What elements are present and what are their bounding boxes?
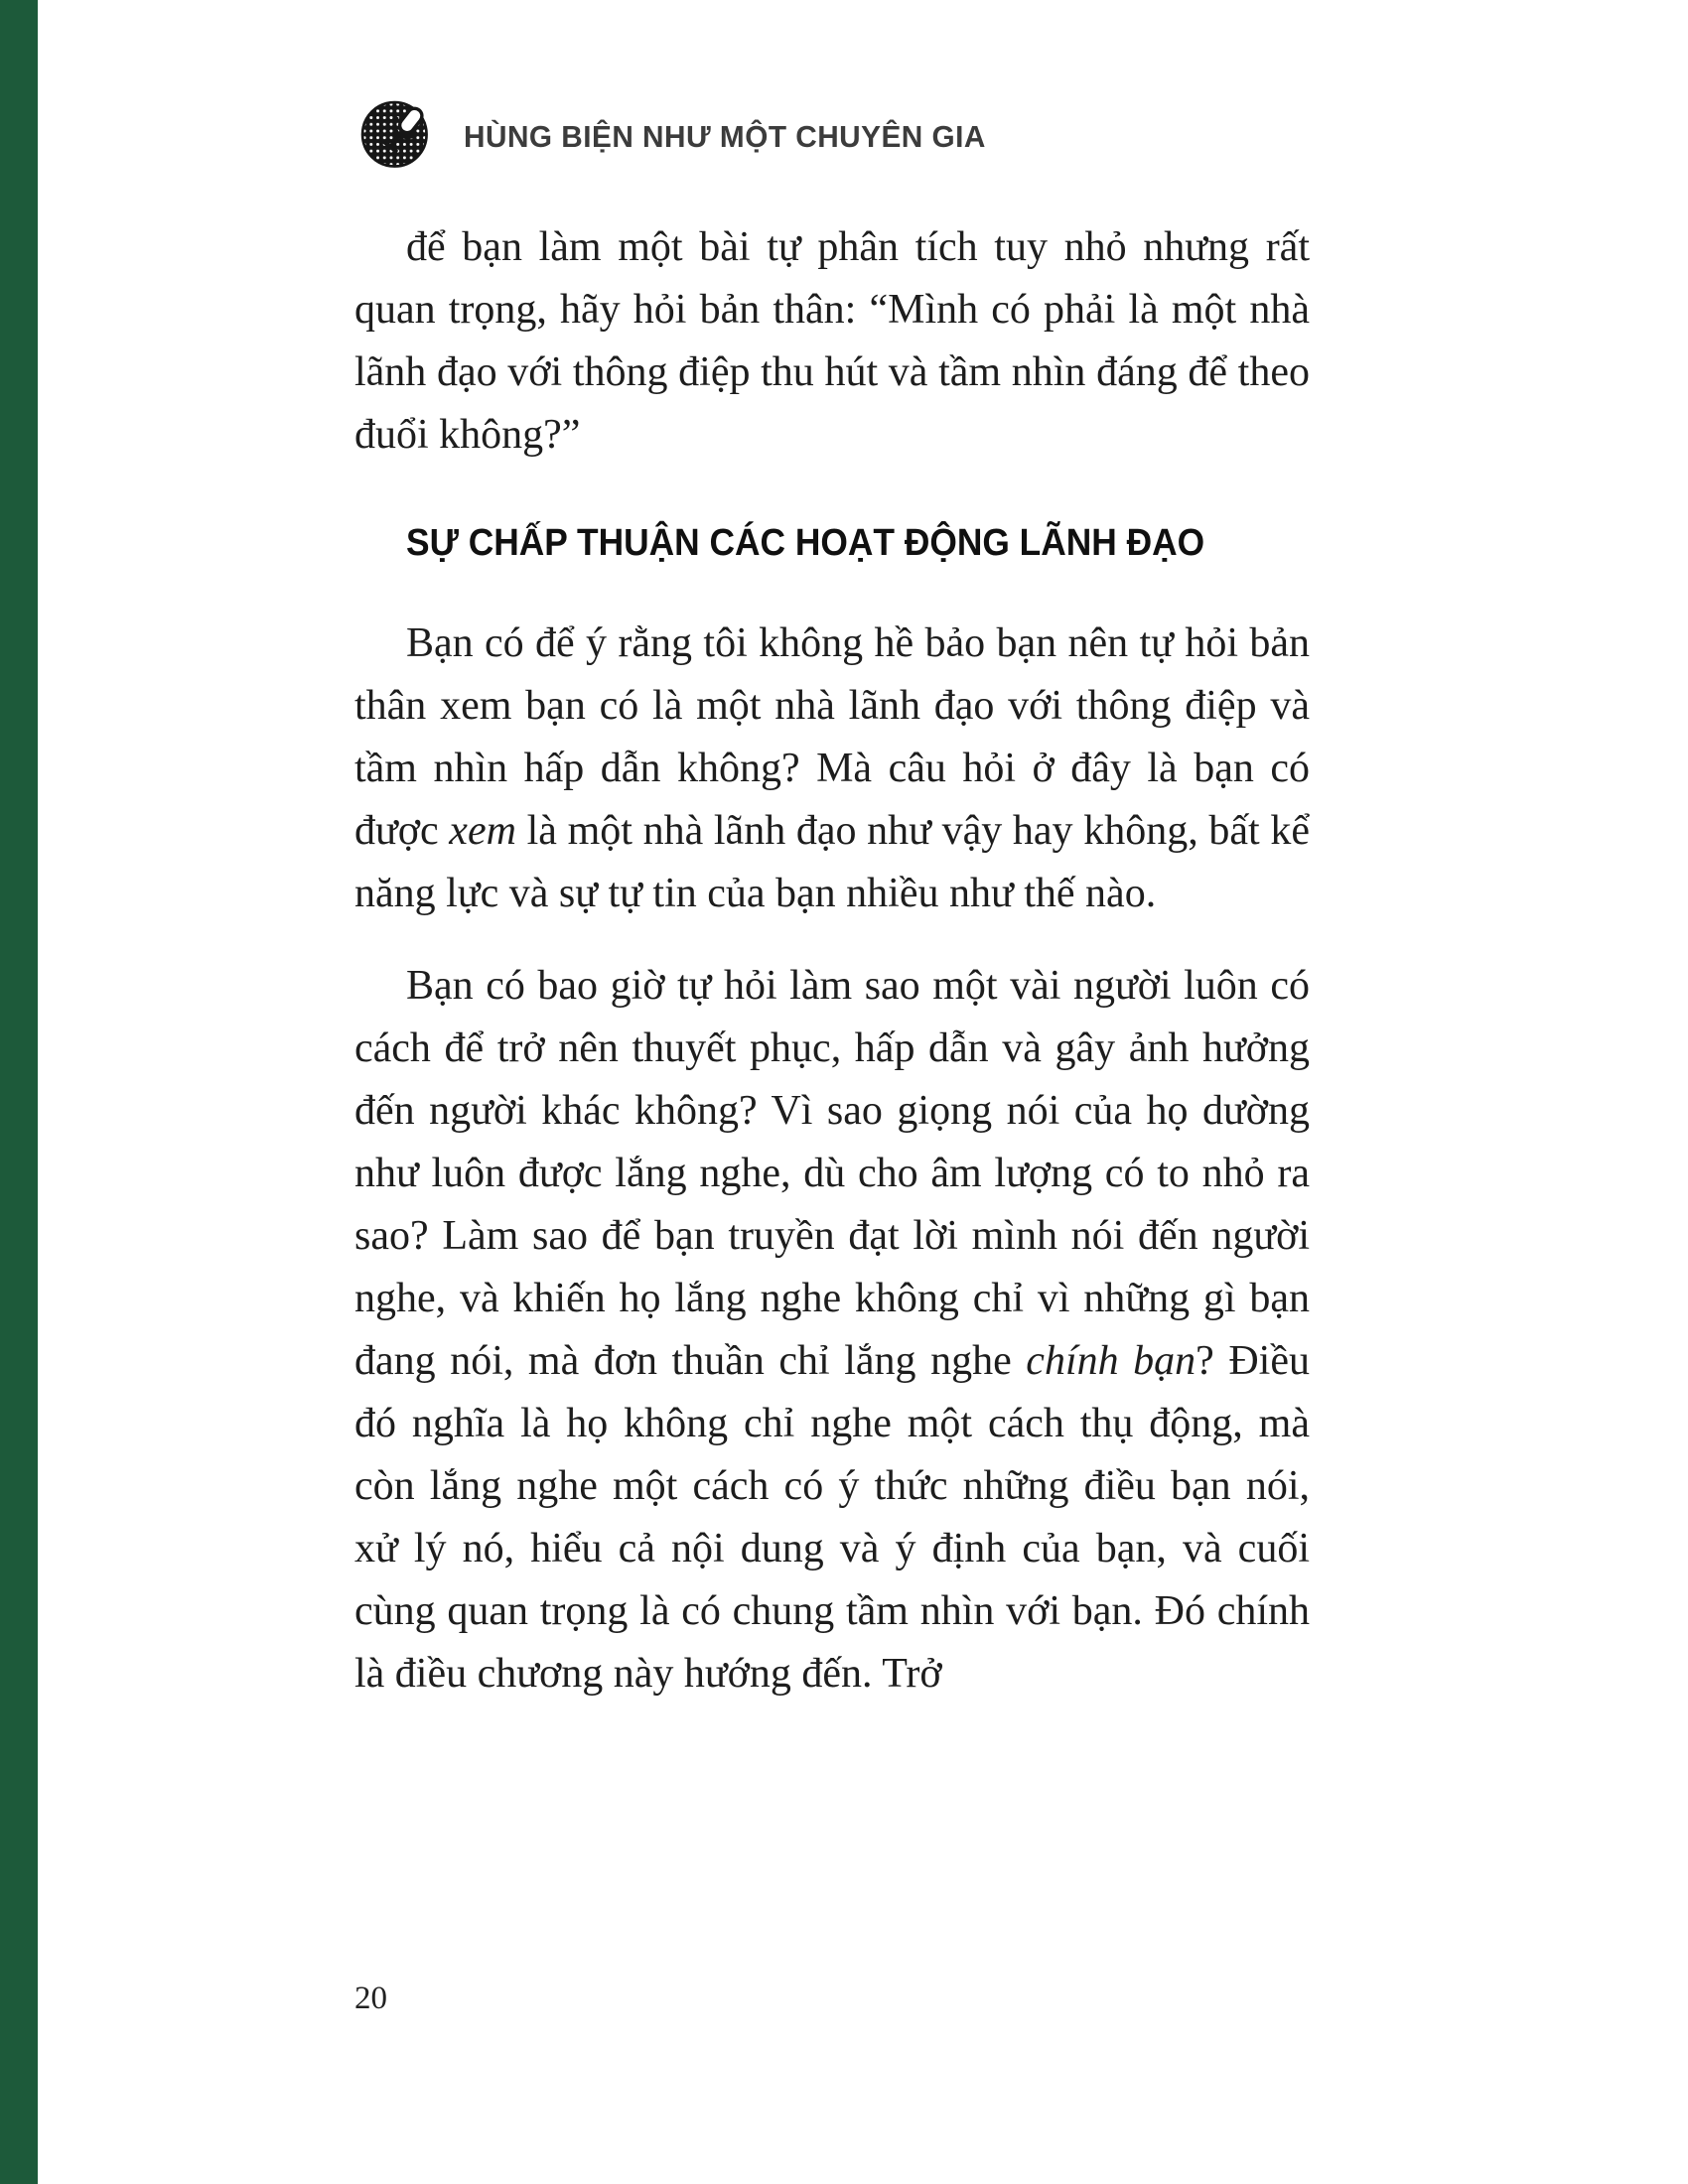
text-run: Bạn có để ý rằng tôi không hề bảo bạn nên tự hỏi bản thân xem bạn có là một nhà lãnh đạo với thông điệp và tầm nhìn hấp dẫn không? Mà câu hỏi ở đây là bạn có được [354, 620, 1310, 854]
text-run: để bạn làm một bài tự phân tích tuy nhỏ nhưng rất quan trọng, hãy hỏi bản thân: “Mình có phải là một nhà lãnh đạo với thông điệp thu hút và tầm nhìn đáng để theo đuổi không?” [354, 224, 1310, 458]
page-header [354, 94, 1008, 180]
italic-text: chính bạn [1026, 1338, 1196, 1384]
section-paragraphs [354, 613, 1310, 1706]
page-content [354, 216, 1310, 1735]
paragraph [354, 955, 1310, 1706]
paragraph [354, 216, 1310, 467]
section-heading: SỰ CHẤP THUẬN CÁC HOẠT ĐỘNG LÃNH ĐẠO [406, 522, 1205, 564]
text-run: Bạn có bao giờ tự hỏi làm sao một vài người luôn có cách để trở nên thuyết phục, hấp dẫn và gây ảnh hưởng đến người khác không? Vì sao giọng nói của họ dường như luôn được lắng nghe, dù cho âm lượng có to nhỏ ra sao? Làm sao để bạn truyền đạt lời mình nói đến người nghe, và khiến họ lắng nghe không chỉ vì những gì bạn đang nói, mà đơn thuần chỉ lắng nghe [354, 963, 1310, 1384]
text-run: là một nhà lãnh đạo như vậy hay không, bất kể năng lực và sự tự tin của bạn nhiều như thế nào. [354, 808, 1310, 916]
page-edge-accent [0, 0, 38, 2184]
paragraph [354, 613, 1310, 925]
running-head: HÙNG BIỆN NHƯ MỘT CHUYÊN GIA [464, 119, 986, 154]
italic-text: xem [449, 808, 516, 854]
text-run: ? Điều đó nghĩa là họ không chỉ nghe một cách thụ động, mà còn lắng nghe một cách có ý thức những điều bạn nói, xử lý nó, hiểu cả nội dung và ý định của bạn, và cuối cùng quan trọng là có chung tầm nhìn với bạn. Đó chính là điều chương này hướng đến. Trở [354, 1338, 1310, 1697]
page-number: 20 [354, 1980, 387, 2016]
microphone-icon [354, 94, 440, 180]
intro-paragraphs [354, 216, 1310, 467]
